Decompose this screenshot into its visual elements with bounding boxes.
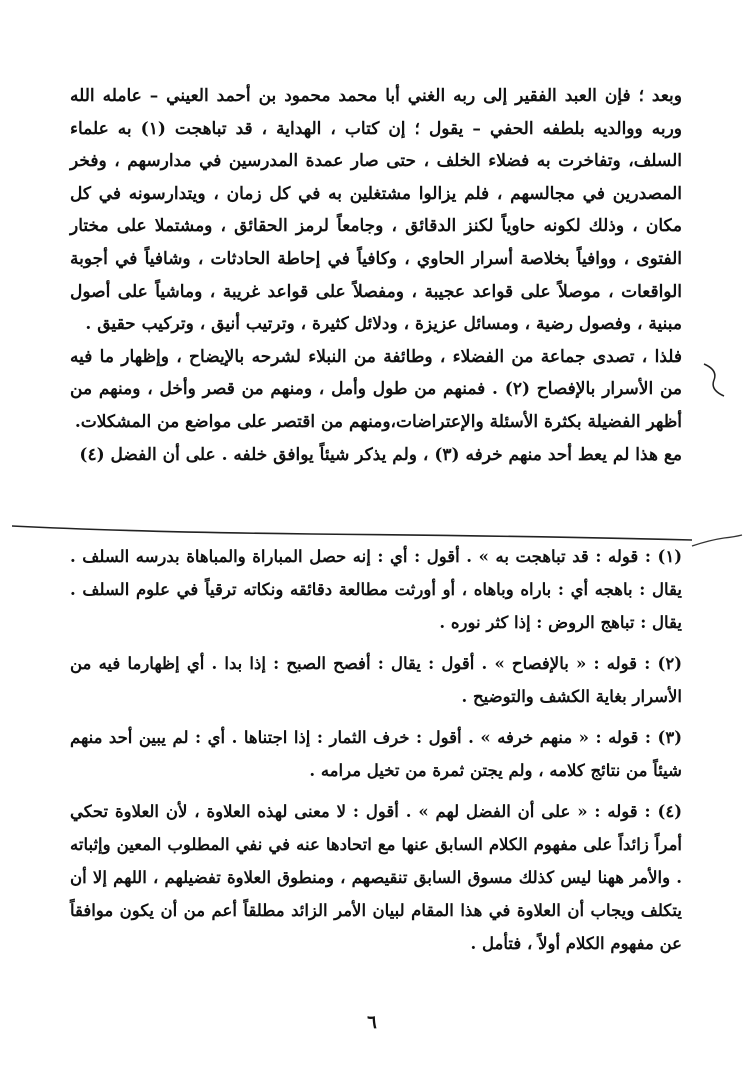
footnote-text: : قوله : « بالإفصاح » . أقول : يقال : أفصح الصبح : إذا بدا . أي إظهارما فيه من الأسرار بغاية الكشف والتوضيح . (70, 654, 682, 706)
footnote-4 (70, 795, 682, 960)
footnote-1 (70, 540, 682, 639)
margin-pen-mark (690, 532, 744, 554)
footnote-2 (70, 647, 682, 713)
footnote-number: (١) (657, 547, 682, 566)
paragraph-intro: وبعد ؛ فإن العبد الفقير إلى ربه الغني أبا محمد محمود بن أحمد العيني – عامله الله وربه ووالديه بلطفه الحفي – يقول ؛ إن كتاب ، الهداية ، قد تباهجت (١) به علماء السلف، وتفاخرت به فضلاء الخلف ، حتى صار عمدة المدرسين في مدارسهم ، وفخر المصدرين في مجالسهم ، فلم يزالوا مشتغلين به في كل زمان ، ويتدارسونه في كل مكان ، وذلك لكونه حاوياً لكنز الدقائق ، وجامعاً لرمز الحقائق ، ومشتملا على مختار الفتوى ، ووافياً بخلاصة أسرار الحاوي ، وكافياً في إحاطة الحادثات ، وشافياً في أجوبة الواقعات ، موصلاً على قواعد عجيبة ، ومفصلاً على قواعد غريبة ، وماشياً على أصول مبنية ، وفصول رضية ، ومسائل عزيزة ، ودلائل كثيرة ، وترتيب أنيق ، وتركيب حقيق . (70, 86, 683, 335)
footnote-number: (٣) (657, 728, 682, 747)
footnotes (70, 540, 682, 968)
paragraph-continuation: مع هذا لم يعط أحد منهم خرفه (٣) ، ولم يذكر شيئاً يوافق خلفه . على أن الفضل (٤) (79, 444, 682, 465)
margin-bracket-mark (700, 360, 730, 400)
footnote-number: (٤) (657, 802, 683, 821)
paragraph-commentators: فلذا ، تصدى جماعة من الفضلاء ، وطائفة من النبلاء لشرحه بالإيضاح ، وإظهار ما فيه من الأسرار بالإفصاح (٢) . فمنهم من طول وأمل ، ومنهم من قصر وأخل ، ومنهم من أظهر الفضيلة بكثرة الأسئلة والإعتراضات،ومنهم من اقتصر على مواضع من المشكلات. (70, 346, 682, 432)
main-text (70, 80, 682, 471)
footnote-number: (٢) (657, 654, 682, 673)
footnote-text: : قوله : « منهم خرفه » . أقول : خرف الثمار : إذا اجتناها . أي : لم يبين أحد منهم شيئاً من نتائج كلامه ، ولم يجتن ثمرة من تخيل مرامه . (70, 728, 682, 780)
footnote-3 (70, 721, 682, 787)
page-number: ٦ (367, 1012, 377, 1033)
footnote-text: : قوله : قد تباهجت به » . أقول : أي : إنه حصل المباراة والمباهاة بدرسه السلف . يقال : باهجه أي : باراه وباهاه ، أو أورثت مطالعة دقائقه ونكاته ترقياً في علوم السلف . يقال : تباهج الروض : إذا كثر نوره . (70, 547, 682, 632)
footnote-text: : قوله : « على أن الفضل لهم » . أقول : لا معنى لهذه العلاوة ، لأن العلاوة تحكي أمراً زائداً على مفهوم الكلام السابق عنها مع اتحادها عنه في نفي المطلوب المعين وإثباته . والأمر ههنا ليس كذلك مسوق السابق تنقيصهم ، ومنطوق العلاوة تفضيلهم ، اللهم إلا أن يتكلف ويجاب أن العلاوة في هذا المقام لبيان الأمر الزائد مطلقاً أعم من أن يكون موافقاً عن مفهوم الكلام أولاً ، فتأمل . (70, 802, 682, 953)
